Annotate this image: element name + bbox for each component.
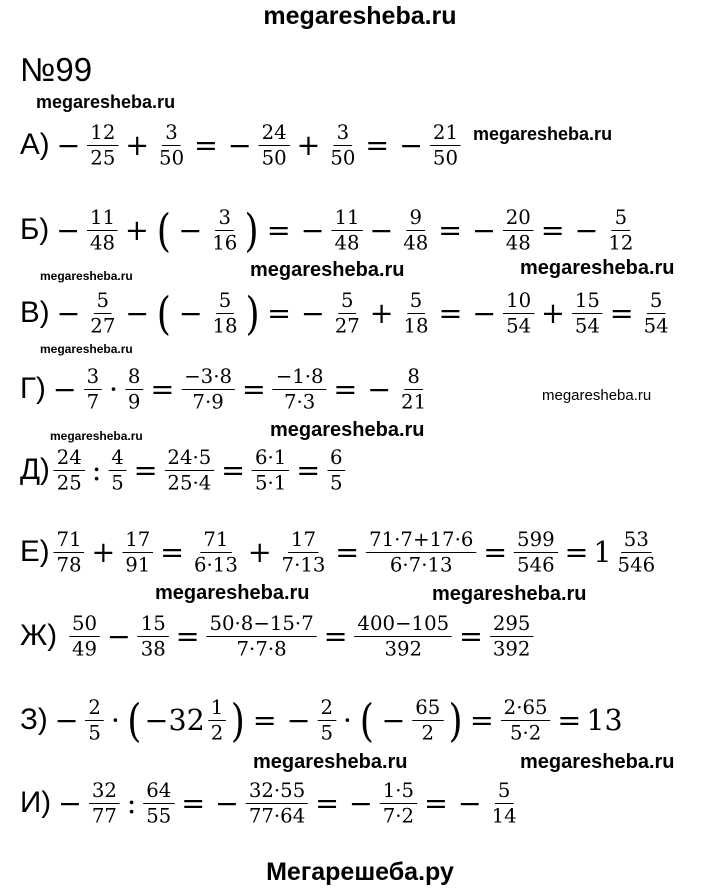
equation-v [20, 283, 700, 342]
watermark: megaresheba.ru [253, 751, 408, 773]
fraction [252, 444, 289, 495]
operator: − [178, 213, 203, 247]
fraction [327, 444, 345, 495]
denominator: 5·2 [509, 720, 542, 745]
fraction [514, 526, 558, 577]
numerator: 5 [94, 290, 112, 314]
numerator: 3 [216, 207, 234, 231]
fraction [210, 287, 241, 338]
denominator: 91 [125, 552, 151, 577]
equation-d [20, 440, 700, 499]
denominator: 50 [159, 145, 185, 170]
operator: + [125, 128, 150, 162]
denominator: 392 [384, 636, 423, 661]
watermark: megaresheba.ru [520, 751, 675, 773]
equation-label: Г) [20, 372, 46, 405]
denominator: 54 [506, 313, 532, 338]
numerator: 71 [54, 529, 85, 553]
denominator: 38 [140, 636, 166, 661]
numerator: 17 [122, 529, 153, 553]
result-value: 13 [586, 703, 623, 737]
fraction [490, 610, 534, 661]
denominator: 2 [210, 720, 224, 745]
watermark: megaresheba.ru [250, 259, 405, 281]
fraction [246, 777, 308, 828]
equation-label: В) [20, 296, 50, 329]
numerator: 32 [89, 780, 120, 804]
denominator: 12 [608, 230, 634, 255]
operator: + [296, 128, 321, 162]
fraction [87, 287, 118, 338]
numerator: −1·8 [273, 366, 327, 390]
denominator: 27 [334, 313, 360, 338]
numerator: 5 [338, 290, 356, 314]
left-paren: ( [156, 286, 172, 340]
right-paren: ) [230, 693, 246, 747]
numerator: 24·5 [164, 447, 214, 471]
operator: − [457, 786, 482, 820]
fraction [327, 119, 358, 170]
site-header: megaresheba.ru [263, 2, 457, 30]
fraction [412, 694, 443, 745]
denominator: 21 [401, 389, 427, 414]
fraction [69, 610, 100, 661]
fraction [503, 204, 534, 255]
operator: − [58, 786, 82, 820]
denominator: 48 [89, 230, 116, 255]
numerator: 6 [327, 447, 345, 471]
operator: : [91, 453, 102, 487]
numerator: 5 [495, 780, 513, 804]
operator: = [241, 372, 266, 406]
fraction [489, 777, 520, 828]
numerator: 50·8−15·7 [206, 613, 316, 637]
numerator: 8 [125, 366, 143, 390]
watermark: megaresheba.ru [432, 583, 587, 605]
operator: = [564, 535, 589, 569]
fraction [332, 287, 363, 338]
denominator: 25·4 [167, 470, 212, 495]
operator: = [333, 372, 358, 406]
denominator: 48 [334, 230, 360, 255]
operator: = [557, 703, 582, 737]
denominator: 49 [71, 636, 98, 661]
numerator: 21 [430, 122, 461, 146]
denominator: 7·3 [283, 389, 316, 414]
operator: = [181, 786, 206, 820]
denominator: 18 [403, 313, 429, 338]
fraction [156, 119, 187, 170]
watermark: megaresheba.ru [542, 387, 652, 404]
denominator: 392 [492, 636, 531, 661]
denominator: 50 [261, 145, 287, 170]
numerator: 32·55 [246, 780, 308, 804]
left-paren: ( [127, 693, 142, 747]
fraction [87, 119, 118, 170]
operator: − [106, 619, 131, 653]
watermark: megaresheba.ru [40, 342, 133, 356]
problem-number: №99 [20, 51, 93, 88]
watermark: megaresheba.ru [473, 124, 613, 144]
denominator: 25 [90, 145, 116, 170]
fraction [273, 363, 327, 414]
fraction [122, 526, 153, 577]
numerator: 12 [87, 122, 118, 146]
operator: · [108, 372, 119, 406]
operator: = [459, 619, 483, 653]
operator: − [574, 213, 599, 247]
fraction [84, 363, 102, 414]
denominator: 7 [86, 389, 100, 414]
fraction [317, 694, 335, 745]
fraction [279, 526, 329, 577]
numerator: 15 [138, 613, 169, 637]
fraction [501, 694, 551, 745]
operator: − [300, 296, 325, 330]
numerator: 3 [162, 122, 180, 146]
denominator: 54 [643, 313, 669, 338]
fraction [208, 694, 226, 745]
operator: = [193, 128, 218, 162]
numerator: 24 [259, 122, 290, 146]
fraction [54, 526, 85, 577]
fraction [87, 204, 118, 255]
operator: − [286, 703, 311, 737]
operator: − [300, 213, 325, 247]
numerator: 3 [334, 122, 352, 146]
denominator: 7·13 [281, 552, 326, 577]
fraction [430, 119, 461, 170]
denominator: 2 [421, 720, 435, 745]
numerator: 5 [647, 290, 665, 314]
operator: − [367, 372, 392, 406]
operator: = [438, 213, 463, 247]
numerator: 20 [503, 207, 534, 231]
operator: − [56, 213, 81, 247]
operator: = [221, 453, 246, 487]
denominator: 5 [320, 720, 333, 745]
operator: = [252, 703, 277, 737]
numerator: 2·65 [501, 697, 551, 721]
operator: · [342, 703, 352, 737]
numerator: 1 [208, 697, 226, 721]
numerator: −3·8 [181, 366, 235, 390]
operator: = [469, 703, 494, 737]
denominator: 27 [90, 313, 116, 338]
fraction [400, 204, 431, 255]
numerator: 5 [216, 290, 234, 314]
numerator: 4 [108, 447, 126, 471]
operator: = [267, 296, 292, 330]
equation-i [20, 773, 700, 832]
numerator: 15 [572, 290, 603, 314]
watermark: megaresheba.ru [36, 92, 176, 112]
right-paren: ) [244, 203, 260, 257]
numerator: 17 [288, 529, 319, 553]
numerator: 53 [621, 529, 652, 553]
equation-label: Ж) [20, 619, 58, 652]
fraction [181, 363, 235, 414]
right-paren: ) [245, 286, 260, 340]
left-paren: ( [156, 203, 171, 257]
denominator: 6·7·13 [389, 552, 453, 577]
fraction [380, 777, 417, 828]
operator: − [215, 786, 239, 820]
operator: − [472, 296, 497, 330]
right-paren: ) [448, 693, 463, 747]
fraction [572, 287, 603, 338]
denominator: 7·9 [192, 389, 224, 414]
denominator: 546 [517, 552, 555, 577]
denominator: 77·64 [248, 803, 306, 828]
equation-label: З) [20, 703, 48, 736]
fraction [354, 610, 452, 661]
numerator: 599 [514, 529, 558, 553]
numerator: 11 [87, 207, 118, 231]
numerator: 1·5 [380, 780, 417, 804]
fraction [54, 444, 85, 495]
denominator: 55 [146, 803, 172, 828]
operator: − [399, 128, 424, 162]
equation-label: И) [20, 786, 52, 819]
fraction [209, 204, 240, 255]
operator: − [54, 703, 79, 737]
numerator: 3 [84, 366, 102, 390]
numerator: 71 [200, 529, 231, 553]
operator: = [160, 535, 185, 569]
operator: = [296, 453, 321, 487]
operator: + [247, 535, 272, 569]
fraction [164, 444, 214, 495]
operator: + [541, 296, 565, 330]
operator: − [52, 372, 77, 406]
fraction [259, 119, 290, 170]
equation-e [20, 522, 700, 581]
operator: − [56, 128, 81, 162]
denominator: 9 [127, 389, 141, 414]
operator: = [335, 535, 360, 569]
left-paren: ( [359, 693, 374, 747]
operator: · [110, 703, 120, 737]
operator: − [381, 703, 406, 737]
operator: = [423, 786, 448, 820]
denominator: 5·1 [254, 470, 287, 495]
numerator: 2 [85, 697, 103, 721]
denominator: 48 [505, 230, 531, 255]
operator: = [365, 128, 390, 162]
operator: − [471, 213, 496, 247]
operator: = [175, 619, 200, 653]
operator: − [227, 128, 252, 162]
numerator: 24 [54, 447, 85, 471]
numerator: 65 [412, 697, 443, 721]
denominator: 5 [88, 720, 101, 745]
whole-part: −32 [144, 703, 205, 737]
numerator: 5 [407, 290, 425, 314]
fraction [85, 694, 103, 745]
numerator: 5 [612, 207, 630, 231]
watermark: megaresheba.ru [155, 582, 310, 604]
watermark: megaresheba.ru [40, 269, 133, 283]
numerator: 71·7+17·6 [366, 529, 476, 553]
denominator: 7·2 [382, 803, 415, 828]
denominator: 77 [91, 803, 117, 828]
operator: = [266, 213, 291, 247]
equation-b [20, 200, 700, 259]
denominator: 14 [491, 803, 517, 828]
fraction [108, 444, 126, 495]
denominator: 50 [330, 145, 356, 170]
operator: = [323, 619, 348, 653]
denominator: 50 [432, 145, 459, 170]
numerator: 10 [503, 290, 534, 314]
denominator: 54 [574, 313, 600, 338]
denominator: 48 [403, 230, 429, 255]
fraction [641, 287, 672, 338]
numerator: 64 [143, 780, 174, 804]
operator: = [540, 213, 565, 247]
equation-label: Д) [20, 453, 50, 486]
denominator: 78 [56, 552, 82, 577]
numerator: 400−105 [354, 613, 452, 637]
fraction [125, 363, 143, 414]
denominator: 5 [111, 470, 124, 495]
fraction [191, 526, 241, 577]
equation-label: А) [20, 128, 50, 161]
equation-z [20, 690, 700, 749]
denominator: 546 [617, 552, 656, 577]
watermark: megaresheba.ru [50, 429, 143, 443]
operator: − [369, 213, 394, 247]
numerator: 295 [490, 613, 534, 637]
numerator: 8 [404, 366, 422, 390]
operator: = [609, 296, 634, 330]
operator: = [438, 296, 463, 330]
fraction [605, 204, 636, 255]
operator: − [125, 296, 150, 330]
numerator: 11 [331, 207, 362, 231]
watermark: megaresheba.ru [520, 257, 675, 279]
whole-part: 1 [593, 535, 612, 569]
fraction [331, 204, 362, 255]
fraction [398, 363, 429, 414]
fraction [138, 610, 169, 661]
operator: = [150, 372, 175, 406]
denominator: 25 [56, 470, 82, 495]
watermark: megaresheba.ru [270, 419, 425, 441]
fraction [206, 610, 316, 661]
fraction [89, 777, 120, 828]
denominator: 16 [212, 230, 238, 255]
equation-label: Б) [20, 213, 50, 246]
fraction [366, 526, 476, 577]
equation-a [20, 115, 700, 174]
equation-zh [20, 606, 700, 665]
operator: + [124, 213, 149, 247]
operator: + [91, 535, 116, 569]
fraction [401, 287, 432, 338]
site-footer: Мегарешеба.ру [266, 858, 454, 886]
operator: = [133, 453, 158, 487]
operator: + [369, 296, 394, 330]
numerator: 9 [407, 207, 425, 231]
operator: − [56, 296, 81, 330]
operator: − [348, 786, 373, 820]
equation-label: Е) [20, 535, 50, 568]
numerator: 6·1 [252, 447, 289, 471]
operator: = [483, 535, 508, 569]
operator: = [315, 786, 340, 820]
fraction [143, 777, 174, 828]
operator: − [178, 296, 203, 330]
denominator: 5 [330, 470, 343, 495]
numerator: 50 [69, 613, 100, 637]
fraction [615, 526, 659, 577]
denominator: 18 [212, 313, 238, 338]
denominator: 6·13 [193, 552, 238, 577]
fraction [503, 287, 534, 338]
operator: : [126, 786, 137, 820]
denominator: 7·7·8 [236, 636, 287, 661]
equation-g [20, 359, 700, 418]
numerator: 2 [317, 697, 335, 721]
